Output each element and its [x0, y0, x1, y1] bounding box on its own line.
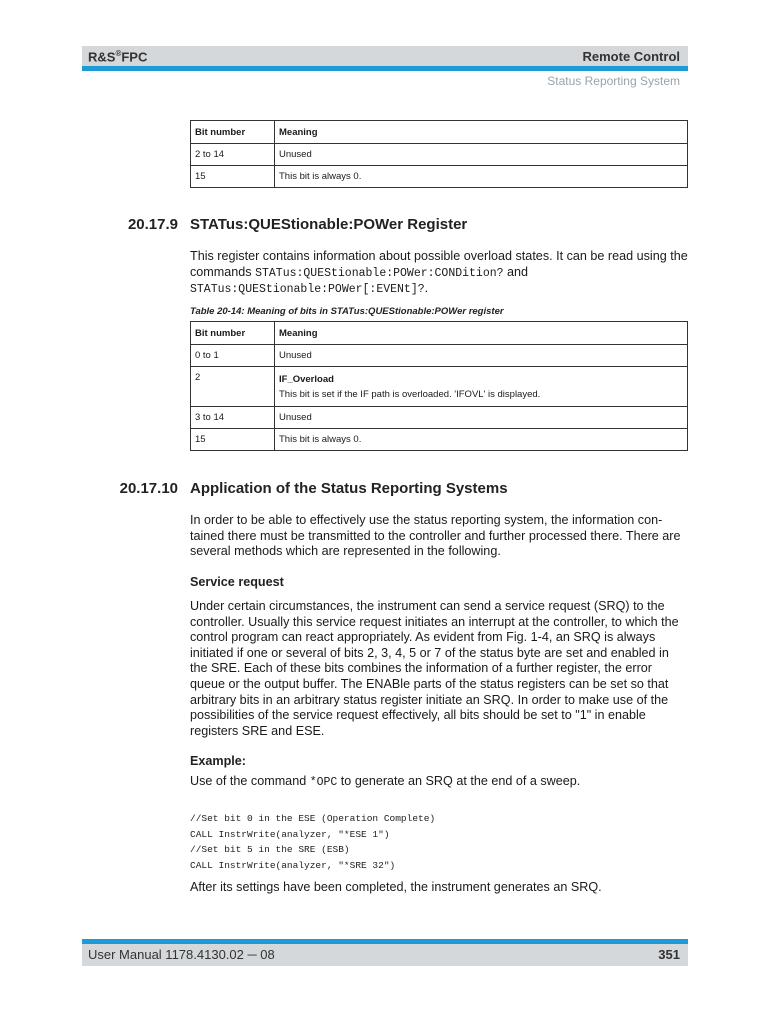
- header-meaning: Meaning: [275, 322, 688, 345]
- table-row: [191, 345, 688, 367]
- cell-bit: 15: [191, 429, 275, 451]
- brand-name: R&S®FPC: [88, 49, 148, 65]
- closing-paragraph: After its settings have been completed, the instrument generates an SRQ.: [190, 880, 602, 894]
- page-number: 351: [658, 947, 680, 962]
- command-condition: STATus:QUEStionable:POWer:CONDition?: [255, 266, 504, 280]
- cell-meaning: This bit is always 0.: [275, 429, 688, 451]
- cell-bit: 2 to 14: [191, 144, 275, 166]
- code-line: //Set bit 5 in the SRE (ESB): [190, 844, 350, 856]
- cell-meaning: This bit is always 0.: [275, 166, 688, 188]
- code-line: CALL InstrWrite(analyzer, "*SRE 32"): [190, 859, 396, 871]
- service-request-paragraph: Under certain circumstances, the instrument can send a service request (SRQ) to the controller. Usually this service request initiates an interrupt at the controller, to which the control program can react appropriately. As evident from Fig. 1-4, an SRQ is always initiated if one or several of bits 2, 3, 4, 5 or 7 of the status byte are set and enabled in the SRE. Each of these bits combines the information of a further register, the error queue or the output buffer. The ENABle parts of the status registers can be set so that arbitrary bits in an arbitrary status register initiate an SRQ. In order to make use of the possibilities of the service request effectively, all bits should be set to "1" in enable registers SRE and ESE.: [190, 599, 679, 738]
- header-bit-number: Bit number: [191, 121, 275, 144]
- cell-bit: 2: [191, 367, 275, 407]
- example-heading: Example:: [190, 754, 246, 768]
- table-header-row: [191, 121, 688, 144]
- table-row: [191, 166, 688, 188]
- subsection-title: Status Reporting System: [547, 74, 680, 88]
- section-heading-power: [127, 216, 468, 233]
- cell-meaning: [275, 367, 688, 407]
- power-intro-paragraph: This register contains information about possible overload states. It can be read using the commands STATus:QUEStionable:POWer:CONDition? and STATus:QUEStionable:POWer[:EVENt]?.: [190, 249, 688, 297]
- header-meaning: Meaning: [275, 121, 688, 144]
- cell-bit: 15: [191, 166, 275, 188]
- cell-bit: 0 to 1: [191, 345, 275, 367]
- manual-reference: User Manual 1178.4130.02 ─ 08: [88, 947, 275, 962]
- page-footer: [82, 944, 688, 966]
- applications-intro-paragraph: In order to be able to effectively use the status reporting system, the information contained there must be transmitted to the controller and further processed there. There are several methods which are represented in the following.: [190, 513, 681, 559]
- section-number: 20.17.10: [119, 480, 178, 497]
- cell-bit: 3 to 14: [191, 407, 275, 429]
- command-event: STATus:QUEStionable:POWer[:EVENt]?: [190, 283, 425, 297]
- example-paragraph: Use of the command *OPC to generate an SRQ at the end of a sweep.: [190, 774, 581, 789]
- table-caption: Table 20-14: Meaning of bits in STATus:QUEStionable:POWer register: [190, 306, 504, 317]
- page-header: [82, 46, 688, 66]
- section-title: Application of the Status Reporting Systems: [190, 480, 508, 497]
- code-example: [190, 811, 435, 873]
- table-row: [191, 367, 688, 407]
- table-header-row: [191, 322, 688, 345]
- table-row: [191, 429, 688, 451]
- cell-meaning: Unused: [275, 345, 688, 367]
- section-heading-applications: [119, 480, 508, 497]
- section-title: STATus:QUEStionable:POWer Register: [190, 216, 468, 233]
- table-row: [191, 407, 688, 429]
- header-divider: [82, 66, 688, 71]
- bits-table-continued: [190, 120, 688, 188]
- table-row: [191, 144, 688, 166]
- command-opc: *OPC: [309, 776, 338, 789]
- section-number: 20.17.9: [127, 216, 178, 233]
- bit-description: This bit is set if the IF path is overloaded. 'IFOVL' is displayed.: [279, 388, 541, 400]
- code-line: CALL InstrWrite(analyzer, "*ESE 1"): [190, 828, 390, 840]
- bit-name: IF_Overload: [279, 373, 334, 385]
- cell-meaning: Unused: [275, 407, 688, 429]
- chapter-title: Remote Control: [582, 49, 680, 64]
- cell-meaning: Unused: [275, 144, 688, 166]
- code-line: //Set bit 0 in the ESE (Operation Complete): [190, 813, 436, 824]
- bits-table-power: [190, 321, 688, 451]
- header-bit-number: Bit number: [191, 322, 275, 345]
- service-request-heading: Service request: [190, 575, 284, 589]
